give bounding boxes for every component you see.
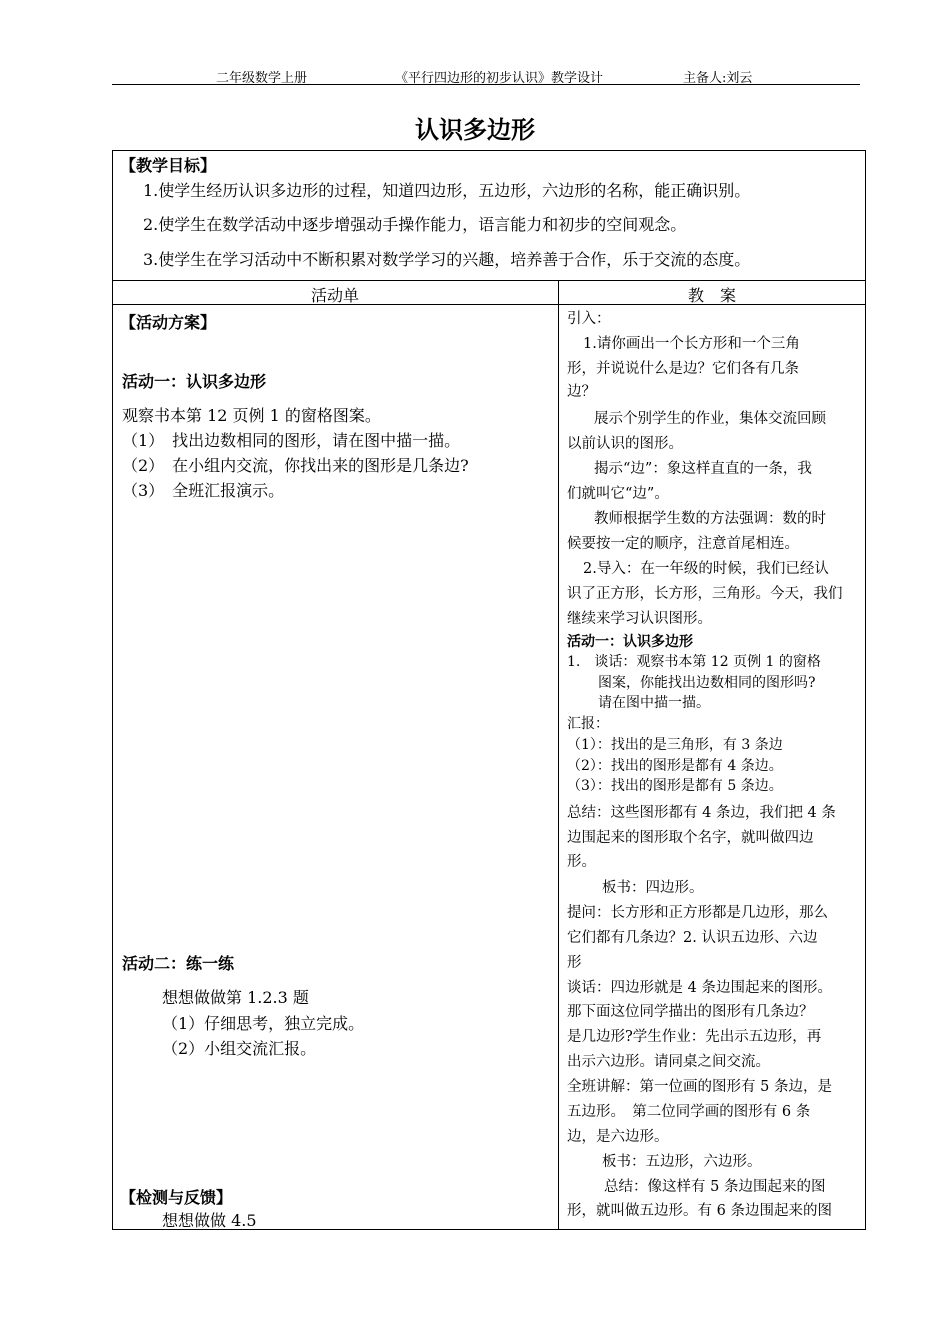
plan-activity1-heading: 活动一：认识多边形 <box>567 634 693 650</box>
plan-line: 揭示“边”：象这样直直的一条，我 <box>594 461 812 477</box>
plan-line: 请在图中描一描。 <box>598 695 710 711</box>
plan-line: 是几边形?学生作业：先出示五边形，再 <box>567 1029 822 1045</box>
objective-3: 3.使学生在学习活动中不断积累对数学学习的兴趣，培养善于合作，乐于交流的态度。 <box>143 250 751 269</box>
check-text: 想想做做 4.5 <box>162 1211 257 1230</box>
header-author: 主备人:刘云 <box>683 71 753 86</box>
plan-line: 边围起来的图形取个名字，就叫做四边 <box>567 830 814 846</box>
column-divider <box>558 280 559 1230</box>
column-header-plan: 教 案 <box>687 286 736 305</box>
objectives-divider <box>113 280 865 281</box>
plan-line: 继续来学习认识图形。 <box>567 611 712 627</box>
activity2-intro: 想想做做第 1.2.3 题 <box>162 988 309 1007</box>
page-title: 认识多边形 <box>415 116 535 144</box>
objective-2: 2.使学生在数学活动中逐步增强动手操作能力，语言能力和初步的空间观念。 <box>143 215 687 234</box>
plan-line: 们就叫它“边”。 <box>567 486 669 502</box>
plan-line: 候要按一定的顺序，注意首尾相连。 <box>567 536 799 552</box>
plan-line: 以前认识的图形。 <box>567 436 683 452</box>
activity1-intro: 观察书本第 12 页例 1 的窗格图案。 <box>122 406 381 425</box>
plan-line: （1）：找出的是三角形，有 3 条边 <box>567 737 783 753</box>
plan-line: 提问：长方形和正方形都是几边形，那么 <box>567 905 828 921</box>
activity2-heading: 活动二：练一练 <box>122 954 235 973</box>
header-design: 《平行四边形的初步认识》教学设计 <box>395 71 604 86</box>
plan-line: 图案，你能找出边数相同的图形吗? <box>598 675 816 691</box>
column-header-activity: 活动单 <box>310 286 359 305</box>
objective-1: 1.使学生经历认识多边形的过程，知道四边形，五边形，六边形的名称，能正确识别。 <box>143 181 751 200</box>
plan-line: 1. 谈话：观察书本第 12 页例 1 的窗格 <box>567 654 821 670</box>
plan-line: （3）：找出的图形是都有 5 条边。 <box>567 778 783 794</box>
plan-line: 识了正方形，长方形，三角形。今天，我们 <box>567 586 843 602</box>
header-grade: 二年级数学上册 <box>216 71 308 86</box>
plan-line: 形。 <box>567 854 596 870</box>
activity1-item-2: （2） 在小组内交流，你找出来的图形是几条边? <box>122 456 469 475</box>
plan-line: 全班讲解：第一位画的图形有 5 条边，是 <box>567 1079 832 1095</box>
plan-line: 边，是六边形。 <box>567 1129 669 1145</box>
plan-line: 展示个别学生的作业，集体交流回顾 <box>594 411 826 427</box>
objectives-heading: 【教学目标】 <box>120 156 217 175</box>
activity1-item-1: （1） 找出边数相同的图形，请在图中描一描。 <box>122 431 461 450</box>
plan-line: 板书：五边形，六边形。 <box>602 1154 762 1170</box>
plan-line: （2）：找出的图形是都有 4 条边。 <box>567 758 783 774</box>
activity1-heading: 活动一：认识多边形 <box>122 372 267 391</box>
plan-line: 1.请你画出一个长方形和一个三角 <box>583 336 800 352</box>
plan-line: 总结：像这样有 5 条边围起来的图 <box>604 1179 826 1195</box>
plan-line: 谈话：四边形就是 4 条边围起来的图形。 <box>567 980 832 996</box>
plan-line: 形 <box>567 955 582 971</box>
plan-heading: 【活动方案】 <box>120 313 217 332</box>
plan-line: 出示六边形。请同桌之间交流。 <box>567 1054 770 1070</box>
plan-line: 汇报： <box>567 716 609 732</box>
check-heading: 【检测与反馈】 <box>120 1188 233 1207</box>
plan-line: 形，就叫做五边形。有 6 条边围起来的图 <box>567 1203 832 1219</box>
activity2-item-2: （2）小组交流汇报。 <box>162 1039 317 1058</box>
activity1-item-3: （3） 全班汇报演示。 <box>122 481 285 500</box>
activity2-item-1: （1）仔细思考，独立完成。 <box>162 1014 365 1033</box>
plan-line: 五边形。 第二位同学画的图形有 6 条 <box>567 1104 811 1120</box>
plan-line: 形，并说说什么是边？它们各有几条 <box>567 361 799 377</box>
plan-line: 2.导入：在一年级的时候，我们已经认 <box>583 561 829 577</box>
plan-line: 总结：这些图形都有 4 条边，我们把 4 条 <box>567 805 836 821</box>
plan-line: 引入： <box>567 311 611 327</box>
plan-line: 它们都有几条边？2. 认识五边形、六边 <box>567 930 818 946</box>
plan-line: 边？ <box>567 384 596 400</box>
plan-line: 板书：四边形。 <box>602 880 704 896</box>
header-rule <box>112 84 860 85</box>
plan-line: 那下面这位同学描出的图形有几条边？ <box>567 1004 814 1020</box>
plan-line: 教师根据学生数的方法强调：数的时 <box>594 511 826 527</box>
